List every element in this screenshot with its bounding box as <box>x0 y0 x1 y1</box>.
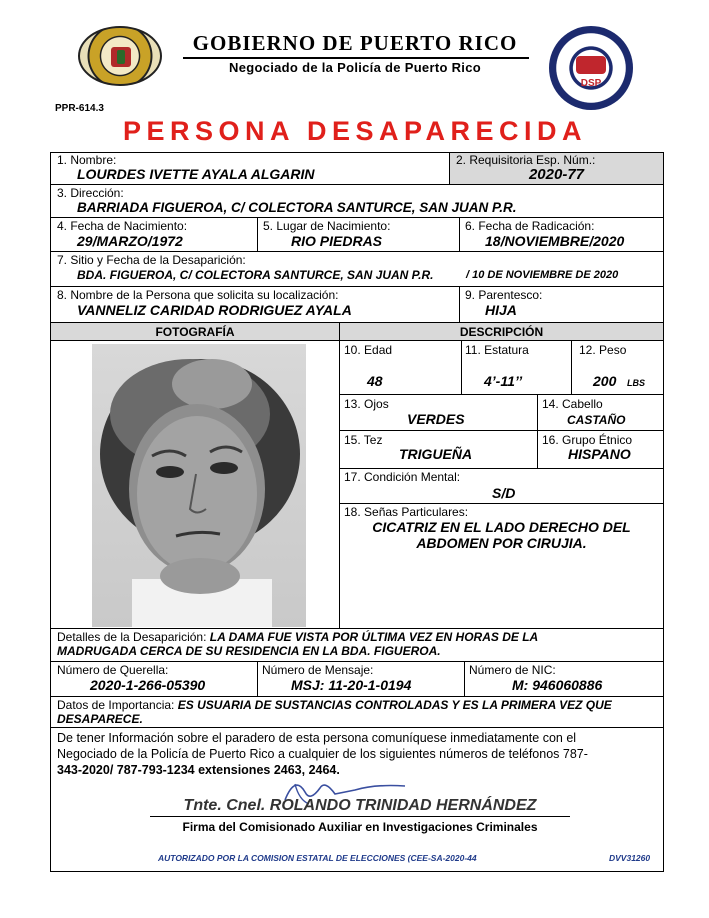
mental-value: S/D <box>492 485 516 501</box>
solicita-value: VANNELIZ CARIDAD RODRIGUEZ AYALA <box>77 302 352 318</box>
firma-cargo: Firma del Comisionado Auxiliar en Investigaciones Criminales <box>182 820 538 834</box>
solicita-label: 8. Nombre de la Persona que solicita su localización: <box>57 288 339 302</box>
requisitoria-value: 2020-77 <box>528 166 585 183</box>
detalles-text-1: LA DAMA FUE VISTA POR ÚLTIMA VEZ EN HORAS DE LA <box>209 630 539 644</box>
senas-line-1: CICATRIZ EN EL LADO DERECHO DEL <box>372 519 631 535</box>
sitio-label: 7. Sitio y Fecha de la Desaparición: <box>57 253 246 267</box>
importancia-block <box>57 698 663 726</box>
ojos-label: 13. Ojos <box>344 397 389 411</box>
peso-value: 200 <box>593 373 617 389</box>
contacto-line-3: 343-2020/ 787-793-1234 extensiones 2463, 2464. <box>57 763 340 777</box>
contacto-line-2: Negociado de la Policía de Puerto Rico a cualquier de los siguientes números de teléfonos 787- <box>57 747 588 761</box>
sitio-value: BDA. FIGUEROA, C/ COLECTORA SANTURCE, SAN JUAN P.R. <box>77 268 434 282</box>
tez-label: 15. Tez <box>344 433 383 447</box>
etnico-value: HISPANO <box>568 446 631 462</box>
ojos-value: VERDES <box>407 411 465 427</box>
foto-header: FOTOGRAFÍA <box>155 325 235 339</box>
tez-value: TRIGUEÑA <box>399 446 473 462</box>
cabello-value: CASTAÑO <box>567 413 626 427</box>
sitio-fecha-value: / 10 DE NOVIEMBRE DE 2020 <box>466 269 619 281</box>
direccion-value: BARRIADA FIGUEROA, C/ COLECTORA SANTURCE, SAN JUAN P.R. <box>77 200 517 215</box>
dsp-seal-text: DSP <box>580 78 602 89</box>
parentesco-value: HIJA <box>485 302 517 318</box>
autorizado-text: AUTORIZADO POR LA COMISION ESTATAL DE ELECCIONES (CEE-SA-2020-44 <box>158 853 477 863</box>
importancia-label: Datos de Importancia: <box>57 698 175 712</box>
radicacion-value: 18/NOVIEMBRE/2020 <box>485 233 625 249</box>
detalles-label: Detalles de la Desaparición: <box>57 630 207 644</box>
lugar-label: 5. Lugar de Nacimiento: <box>263 219 391 233</box>
nic-value: M: 946060886 <box>512 677 603 693</box>
importancia-text-2: DESAPARECE. <box>57 712 143 726</box>
subagency-name: Negociado de la Policía de Puerto Rico <box>229 60 481 75</box>
senas-label: 18. Señas Particulares: <box>344 505 469 519</box>
peso-label: 12. Peso <box>579 343 627 357</box>
nacimiento-label: 4. Fecha de Nacimiento: <box>57 219 188 233</box>
lugar-value: RIO PIEDRAS <box>291 233 383 249</box>
nombre-value: LOURDES IVETTE AYALA ALGARIN <box>77 166 315 182</box>
missing-person-photo <box>92 344 306 627</box>
cabello-label: 14. Cabello <box>542 397 603 411</box>
agency-name: GOBIERNO DE PUERTO RICO <box>192 31 518 55</box>
edad-label: 10. Edad <box>344 343 393 357</box>
mensaje-value: MSJ: 11-20-1-0194 <box>291 677 412 693</box>
footer-code: DVV31260 <box>609 853 651 863</box>
estatura-label: 11. Estatura <box>465 343 529 357</box>
edad-value: 48 <box>367 373 383 389</box>
requisitoria-label: 2. Requisitoria Esp. Núm.: <box>456 153 596 167</box>
mensaje-label: Número de Mensaje: <box>262 663 374 677</box>
importancia-text-1: ES USUARIA DE SUSTANCIAS CONTROLADAS Y ES LA PRIMERA VEZ QUE <box>177 698 612 712</box>
portrait-icon <box>92 344 306 627</box>
querella-value: 2020-1-266-05390 <box>90 677 206 693</box>
radicacion-label: 6. Fecha de Radicación: <box>465 219 595 233</box>
puerto-rico-seal-icon <box>78 26 162 86</box>
direccion-label: 3. Dirección: <box>57 186 124 200</box>
contacto-line-1: De tener Información sobre el paradero de esta persona comuníquese inmediatamente con el <box>57 731 577 745</box>
peso-unit: LBS <box>627 378 645 388</box>
etnico-label: 16. Grupo Étnico <box>542 433 633 447</box>
page-title: PERSONA DESAPARECIDA <box>122 116 588 146</box>
estatura-value: 4’-11’’ <box>484 373 523 389</box>
nacimiento-value: 29/MARZO/1972 <box>77 233 183 249</box>
nombre-label: 1. Nombre: <box>57 153 117 167</box>
firma-nombre: Tnte. Cnel. ROLANDO TRINIDAD HERNÁNDEZ <box>183 797 537 814</box>
form-code: PPR-614.3 <box>55 103 104 114</box>
senas-line-2: ABDOMEN POR CIRUJIA. <box>416 535 587 551</box>
nic-label: Número de NIC: <box>469 663 556 677</box>
querella-label: Número de Querella: <box>57 663 169 677</box>
descripcion-header: DESCRIPCIÓN <box>459 325 544 339</box>
dsp-seal-icon <box>549 26 633 110</box>
detalles-text-2: MADRUGADA CERCA DE SU RESIDENCIA EN LA BDA. FIGUEROA. <box>57 644 441 658</box>
mental-label: 17. Condición Mental: <box>344 470 461 484</box>
detalles-block <box>57 630 657 658</box>
parentesco-label: 9. Parentesco: <box>465 288 543 302</box>
